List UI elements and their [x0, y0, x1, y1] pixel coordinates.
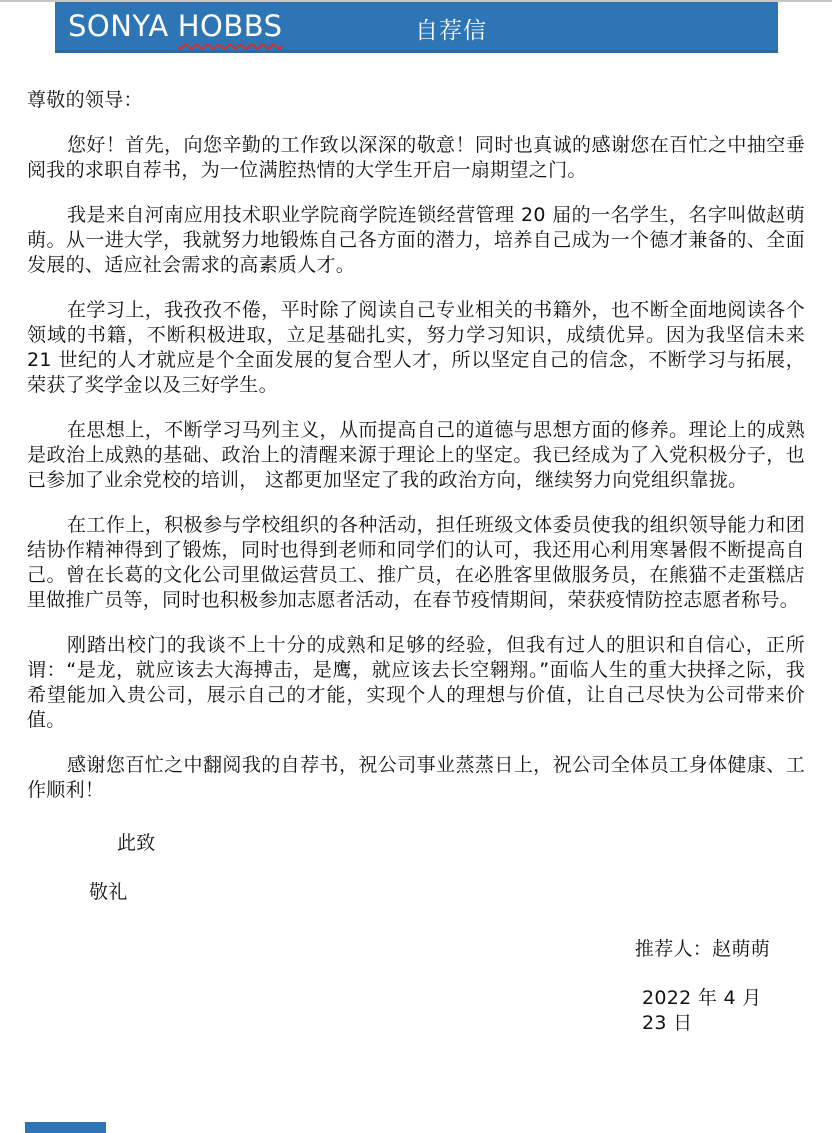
- paragraph-thanks: 感谢您百忙之中翻阅我的自荐书，祝公司事业蒸蒸日上，祝公司全体员工身体健康、工作顺利！: [27, 754, 805, 801]
- paragraph-ideology: 在思想上，不断学习马列主义，从而提高自己的道德与思想方面的修养。理论上的成熟是政治上成熟的基础、政治上的清醒来源于理论上的坚定。我已经成为了入党积极分子，也已参加了业余党校的培训， 这都更加坚定了我的政治方向，继续努力向党组织靠拢。: [27, 419, 805, 491]
- salutation: 尊敬的领导：: [27, 89, 143, 111]
- letter-body: [0, 53, 832, 1036]
- letter-title: 自荐信: [415, 18, 487, 44]
- closing-jingli: 敬礼: [89, 881, 128, 903]
- paragraph-introduction: 我是来自河南应用技术职业学院商学院连锁经营管理 20 届的一名学生，名字叫做赵萌萌。从一进大学，我就努力地锻炼自己各方面的潜力，培养自己成为一个德才兼备的、全面发展的、适应社会需求的高素质人才。: [27, 204, 805, 276]
- paragraph-work: 在工作上，积极参与学校组织的各种活动，担任班级文体委员使我的组织领导能力和团结协作精神得到了锻炼，同时也得到老师和同学们的认可，我还用心利用寒暑假不断提高自己。曾在长葛的文化公司里做运营员工、推广员，在必胜客里做服务员，在熊猫不走蛋糕店里做推广员等，同时也积极参加志愿者活动，在春节疫情期间，荣获疫情防控志愿者称号。: [27, 514, 805, 611]
- paragraph-greeting: 您好！首先，向您辛勤的工作致以深深的敬意！同时也真诚的感谢您在百忙之中抽空垂阅我的求职自荐书，为一位满腔热情的大学生开启一扇期望之门。: [27, 134, 805, 181]
- author-first-name: SONYA: [68, 9, 169, 43]
- author-last-name: HOBBS: [177, 9, 283, 43]
- author-name: [68, 9, 283, 43]
- closing-cizhi: 此致: [117, 832, 156, 854]
- recommender-name: 推荐人：赵萌萌: [634, 938, 770, 960]
- paragraph-study: 在学习上，我孜孜不倦，平时除了阅读自己专业相关的书籍外，也不断全面地阅读各个领域的书籍，不断积极进取，立足基础扎实，努力学习知识，成绩优异。因为我坚信未来 21 世纪的人才就应是个全面发展的复合型人才，所以坚定自己的信念，不断学习与拓展，荣获了奖学金以及三好学生。: [27, 299, 805, 396]
- signature-block: [27, 937, 770, 1036]
- paragraph-aspiration: 刚踏出校门的我谈不上十分的成熟和足够的经验，但我有过人的胆识和自信心，正所谓：“是龙，就应该去大海搏击，是鹰，就应该去长空翱翔。”面临人生的重大抉择之际，我希望能加入贵公司，展示自己的才能，实现个人的理想与价值，让自己尽快为公司带来价值。: [27, 634, 805, 731]
- letter-header-bar: [55, 2, 778, 53]
- next-page-header-edge: [25, 1122, 106, 1133]
- signature-date: 2022 年 4 月 23 日: [642, 987, 762, 1034]
